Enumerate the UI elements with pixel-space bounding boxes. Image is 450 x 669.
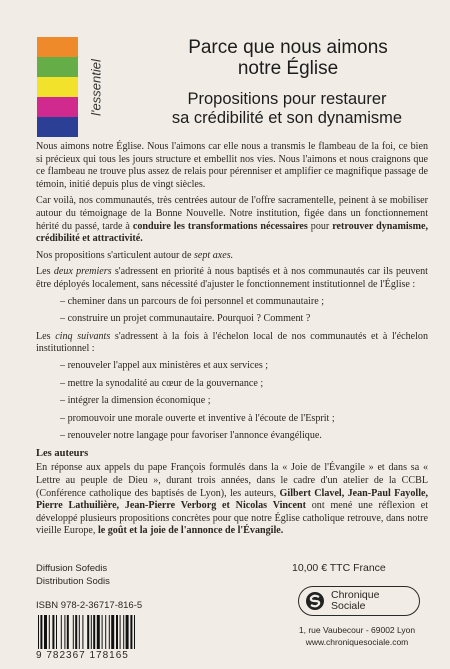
stripe-orange [37,37,78,57]
color-stripes [37,37,78,137]
isbn: ISBN 978-2-36717-816-5 [36,600,143,611]
first-axes-list [36,296,428,326]
price: 10,00 € TTC France [292,562,386,574]
context-paragraph: Car voilà, nos communautés, très centrées autour de l'offre sacramentelle, peinent à se mobiliser autour du témoignage de la Bonne Nouvelle. Notre institution, figée dans un fonctionnement hérité du passé, tarde à conduire les transformations nécessaires pour retrouver dynamisme, crédibilité et attractivité. [36,195,428,245]
next-axes-paragraph: Les cinq suivants s'adressent à la fois à l'échelon local de nos communautés et à l'échelon institutionnel : [36,330,428,355]
authors-heading: Les auteurs [36,447,89,459]
intro-paragraph: Nous aimons notre Église. Nous l'aimons car elle nous a transmis le flambeau de la foi, ce bien si précieux qui tous les jours structure et embellit nos vies. Nous l'aimons et nous craignons que ce flambeau ne trouve plus assez de relais pour pérenniser et amplifier ce magnifique passage de témoin, initié depuis plus de vingt siècles. [36,141,428,190]
book-title: Parce que nous aimons notre Église [188,37,388,79]
list-item: – construire un projet communautaire. Pourquoi ? Comment ? [60,313,311,325]
series-label: l'essentiel [88,59,104,116]
stripe-yellow [37,77,78,97]
stripe-green [37,57,78,77]
book-subtitle: Propositions pour restaurer sa crédibilité et son dynamisme [171,90,403,127]
publisher-logo: Chronique Sociale [298,586,420,616]
list-item: – renouveler l'appel aux ministères et aux services ; [60,359,269,371]
axes-paragraph: Nos propositions s'articulent autour de sept axes. [36,249,234,261]
list-item: – promouvoir une morale ouverte et inventive à l'écoute de l'Esprit ; [60,412,335,424]
list-item: – cheminer dans un parcours de foi personnel et communautaire ; [60,295,325,307]
list-item: – intégrer la dimension économique ; [60,395,211,407]
publisher-logo-icon [305,591,325,611]
back-cover-text [36,141,428,542]
barcode-digits: 9 782367 178165 [36,650,129,661]
authors-paragraph: En réponse aux appels du pape François formulés dans la « Joie de l'Évangile » et dans sa « Lettre au peuple de Dieu », durant trois années, dans le cadre d'un atelier de la CCBL (Conférence catholique des baptisés de Lyon), les auteurs, Gilbert Clavel, Jean-Paul Fayolle, Pierre Lathuilière, Jean-Pierre Verborg et Nicolas Vincent ont mené une réflexion et développé plusieurs propositions concrètes pour que notre Église catholique retrouve, dans notre vieille Europe, le goût et la joie de l'annonce de l'Évangile. [36,462,429,537]
next-axes-list [36,360,428,443]
distribution-info: Diffusion Sofedis Distribution Sodis [36,563,110,587]
publisher-address: 1, rue Vaubecour - 69002 Lyon www.chroniquesociale.com [298,625,416,647]
stripe-blue [37,117,78,137]
list-item: – renouveler notre langage pour favoriser l'annonce évangélique. [60,430,322,442]
barcode [36,615,166,649]
list-item: – mettre la synodalité au cœur de la gouvernance ; [60,377,264,389]
stripe-magenta [37,97,78,117]
first-axes-paragraph: Les deux premiers s'adressent en priorité à nous baptisés et à nos communautés car ils peuvent être déployés localement, sans nécessité d'ajuster le fonctionnement institutionnel de l'Église : [36,266,428,290]
